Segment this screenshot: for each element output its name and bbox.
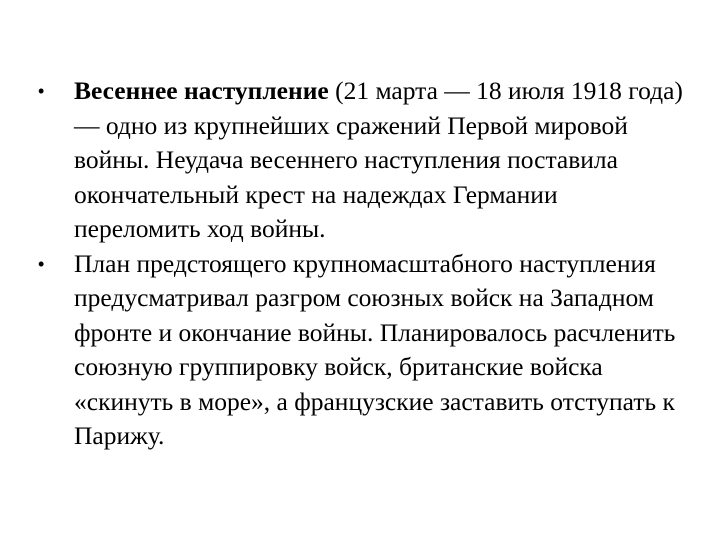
bullet-text: План предстоящего крупномасштабного наступления предусматривал разгром союзных войск на Западном фронте и окончание войны. Планировалось расчленить союзную группировку войск, британские войска «скинуть в море», а французские заставить отступать к Парижу. [74, 248, 676, 450]
bullet-marker: • [38, 253, 45, 274]
slide-content [38, 74, 688, 454]
bullet-list [38, 74, 688, 454]
bullet-item-offensive-plan [38, 247, 688, 454]
bullet-marker: • [38, 81, 45, 101]
bullet-text: (21 марта — 18 июля 1918 года) — одно из крупнейших сражений Первой мировой войны. Неудача весеннего наступления поставила окончательный крест на надеждах Германии переломить ход войны. [74, 76, 683, 243]
bullet-bold-term: Весеннее наступление [74, 76, 329, 105]
bullet-item-spring-offensive [38, 74, 688, 247]
